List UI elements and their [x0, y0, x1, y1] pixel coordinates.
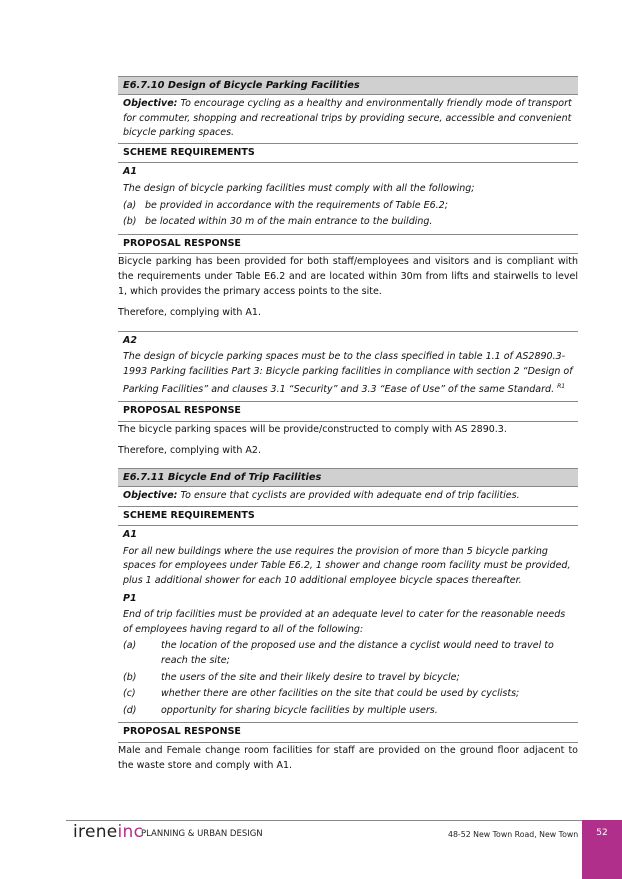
- item-key: (d): [123, 704, 137, 716]
- clause-text: For all new buildings where the use requires the provision of more than 5 bicycle parking spaces for employees under Table E6.2, 1 shower and change room facility must be provided, plus 1 additional shower for each 10 additional employee bicycle spaces thereafter.: [123, 545, 571, 586]
- item-key: (b): [123, 671, 137, 683]
- objective-label: Objective:: [123, 490, 178, 502]
- proposal-response-text: The bicycle parking spaces will be provide/constructed to comply with AS 2890.3.: [118, 423, 507, 435]
- list-item: [123, 215, 573, 230]
- objective-row: [118, 95, 578, 144]
- requirement-a1: [118, 163, 578, 234]
- objective-row: [118, 487, 578, 507]
- objective-text: To ensure that cyclists are provided with adequate end of trip facilities.: [180, 490, 520, 502]
- clause-code: P1: [123, 592, 137, 604]
- item-key: (c): [123, 688, 136, 700]
- proposal-response-label: PROPOSAL RESPONSE: [118, 723, 578, 743]
- item-text: the users of the site and their likely desire to travel by bicycle;: [161, 671, 460, 683]
- requirement-a2: [118, 331, 578, 403]
- company-tagline: PLANNING & URBAN DESIGN: [141, 829, 263, 839]
- item-text: be provided in accordance with the requirements of Table E6.2;: [145, 199, 448, 211]
- footer-divider: [66, 820, 622, 821]
- item-text: opportunity for sharing bicycle facilities by multiple users.: [161, 704, 438, 716]
- proposal-response-label: PROPOSAL RESPONSE: [118, 402, 578, 422]
- page-number-box: [582, 820, 622, 879]
- item-key: (b): [123, 216, 137, 228]
- clause-text: The design of bicycle parking facilities must comply with all the following;: [123, 182, 475, 194]
- section-title: E6.7.10 Design of Bicycle Parking Facilities: [118, 76, 578, 95]
- clause-code: A2: [123, 334, 137, 346]
- footer-address: 48-52 New Town Road, New Town: [448, 830, 579, 839]
- item-key: (a): [123, 199, 137, 211]
- proposal-response-label: PROPOSAL RESPONSE: [118, 235, 578, 255]
- page-number: 52: [596, 828, 608, 838]
- list-item: [123, 199, 573, 214]
- reference-sup: R1: [557, 382, 566, 390]
- section-title: E6.7.11 Bicycle End of Trip Facilities: [118, 468, 578, 487]
- item-key: (a): [123, 640, 137, 652]
- objective-text: To encourage cycling as a healthy and environmentally friendly mode of transport for commuter, shopping and recreational trips by providing secure, accessible and convenient bicycle parking spaces.: [123, 98, 572, 139]
- company-logo: ireneinc: [73, 822, 144, 842]
- list-item: [123, 671, 573, 686]
- conclusion-text: Therefore, complying with A2.: [118, 445, 261, 457]
- item-text: whether there are other facilities on the site that could be used by cyclists;: [161, 688, 520, 700]
- proposal-response-text: Bicycle parking has been provided for both staff/employees and visitors and is compliant with the requirements under Table E6.2 and are located within 30m from lifts and stairwells to level 1, which provides the primary access points to the site.: [118, 256, 578, 297]
- scheme-requirements-label: SCHEME REQUIREMENTS: [118, 507, 578, 527]
- clause-code: A1: [123, 529, 137, 541]
- clause-text: End of trip facilities must be provided at an adequate level to cater for the reasonable needs of employees having regard to all of the following:: [123, 609, 566, 635]
- proposal-response-text: Male and Female change room facilities for staff are provided on the ground floor adjacent to the waste store and comply with A1.: [118, 744, 578, 771]
- clause-code: A1: [123, 166, 137, 178]
- item-text: be located within 30 m of the main entrance to the building.: [145, 216, 433, 228]
- list-item: [123, 639, 573, 668]
- document-body: [118, 76, 578, 774]
- list-item: [123, 687, 573, 702]
- objective-label: Objective:: [123, 98, 178, 109]
- clause-text: The design of bicycle parking spaces must be to the class specified in table 1.1 of AS2890.3-1993 Parking facilities Part 3: Bicycle parking facilities in compliance with section 2 “Design of Parking Facilities” and clauses 3.1 “Security” and 3.3 “Ease of Use” of the same Standard. $^{R1}$: [123, 351, 573, 395]
- requirement-a1-p1: [118, 526, 578, 723]
- conclusion-text: Therefore, complying with A1.: [118, 307, 261, 319]
- list-item: [123, 704, 573, 719]
- item-text: the location of the proposed use and the distance a cyclist would need to travel to reach the site;: [161, 640, 554, 666]
- scheme-requirements-label: SCHEME REQUIREMENTS: [118, 144, 578, 164]
